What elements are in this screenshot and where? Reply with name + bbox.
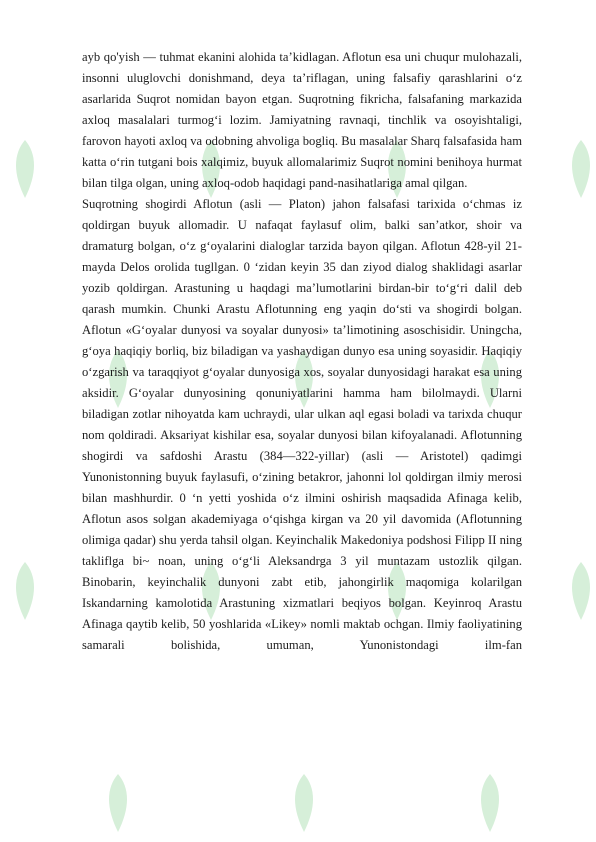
paragraph-2: Suqrotning shogirdi Aflotun (asli — Platon) jahon falsafasi tarixida o‘chmas iz qoldirgan buyuk allomadir. U nafaqat faylasuf olim, balki san’atkor, shoir va dramaturg bolgan, o‘z g‘oyalarini dialoglar tarzida bayon qilgan. Aflotun 428-yil 21-mayda Delos orolida tugllgan. 0 ‘zidan keyin 35 dan ziyod dialog shaklidagi asarlar yozib qoldirgan. Arastuning u haqdagi ma’lumotlarini birdan-bir to‘g‘ri dalil deb qarash mumkin. Chunki Arastu Aflotunning eng yaqin do‘sti va shogirdi bolgan. Aflotun «G‘oyalar dunyosi va soyalar dunyosi» ta’limotining asoschisidir. Uningcha, g‘oya haqiqiy borliq, biz biladigan va yashaydigan dunyo esa uning soyasidir. Haqiqiy o‘zgarish va taraqqiyot g‘oyalar dunyosiga xos, soyalar dunyosidagi harakat esa uning aksidir. G‘oyalar dunyosining qonuniyatlarini hamma ham bilolmaydi. Ularni biladigan zotlar nihoyatda kam uchraydi, ular ulkan aql egasi boladi va tarixda chuqur nom qoldiradi. Aksariyat kishilar esa, soyalar dunyosi bilan kifoyalanadi. Aflotunning shogirdi va safdoshi Arastu (384—322-yillar) (asli — Aristotel) qadimgi Yunonistonning buyuk faylasufi, o‘zining betakror, jahonni lol qoldirgan ilmiy merosi bilan mashhurdir. 0 ‘n yetti yoshida o‘z ilmini oshirish maqsadida Afinaga kelib, Aflotun asos solgan akademiyaga o‘qishga kirgan va 20 yil davomida (Aflotunning olimiga qadar) shu yerda tahsil olgan. Keyinchalik Makedoniya podshosi Filipp II ning takliflga bi~ noan, uning o‘g‘li Aleksandrga 3 yil muntazam ustozlik qilgan. Binobarin, keyinchalik dunyoni zabt etib, jahongirlik maqomiga kolarilgan Iskandarning kamolotida Arastuning xizmatlari beqiyos bolgan. Keyinroq Arastu Afinaga qaytib kelib, 50 yoshlarida «Likey» nomli maktab ochgan. Ilmiy faoliyatining samarali bolishida, umuman, Yunonistondagi ilm-fan [82,197,522,652]
document-body [82,47,522,656]
watermark-leaf-icon [10,560,40,622]
watermark-leaf-icon [103,772,133,834]
paragraph-1: ayb qo'yish — tuhmat ekanini alohida ta’kidlagan. Aflotun esa uni chuqur mulohazali, insonni uluglovchi donishmand, deya ta’riflagan, uning falsafiy qarashlarini o‘z asarlarida Suqrot nomidan bayon etgan. Suqrotning fikricha, falsafaning markazida axloq masalalari turmog‘i lozim. Jamiyatning ravnaqi, tinchlik va osoyishtaligi, farovon hayoti axloq va odobning ahvoliga bogliq. Bu masalalar Sharq falsafasida ham katta o‘rin tutgani bois xalqimiz, buyuk allomalarimiz Suqrot nomini benihoya hurmat bilan tilga olgan, uning axloq-odob haqidagi pand-nasihatlariga amal qilgan. [82,50,522,190]
watermark-leaf-icon [475,772,505,834]
watermark-leaf-icon [289,772,319,834]
watermark-leaf-icon [566,560,596,622]
watermark-leaf-icon [566,138,596,200]
watermark-leaf-icon [10,138,40,200]
